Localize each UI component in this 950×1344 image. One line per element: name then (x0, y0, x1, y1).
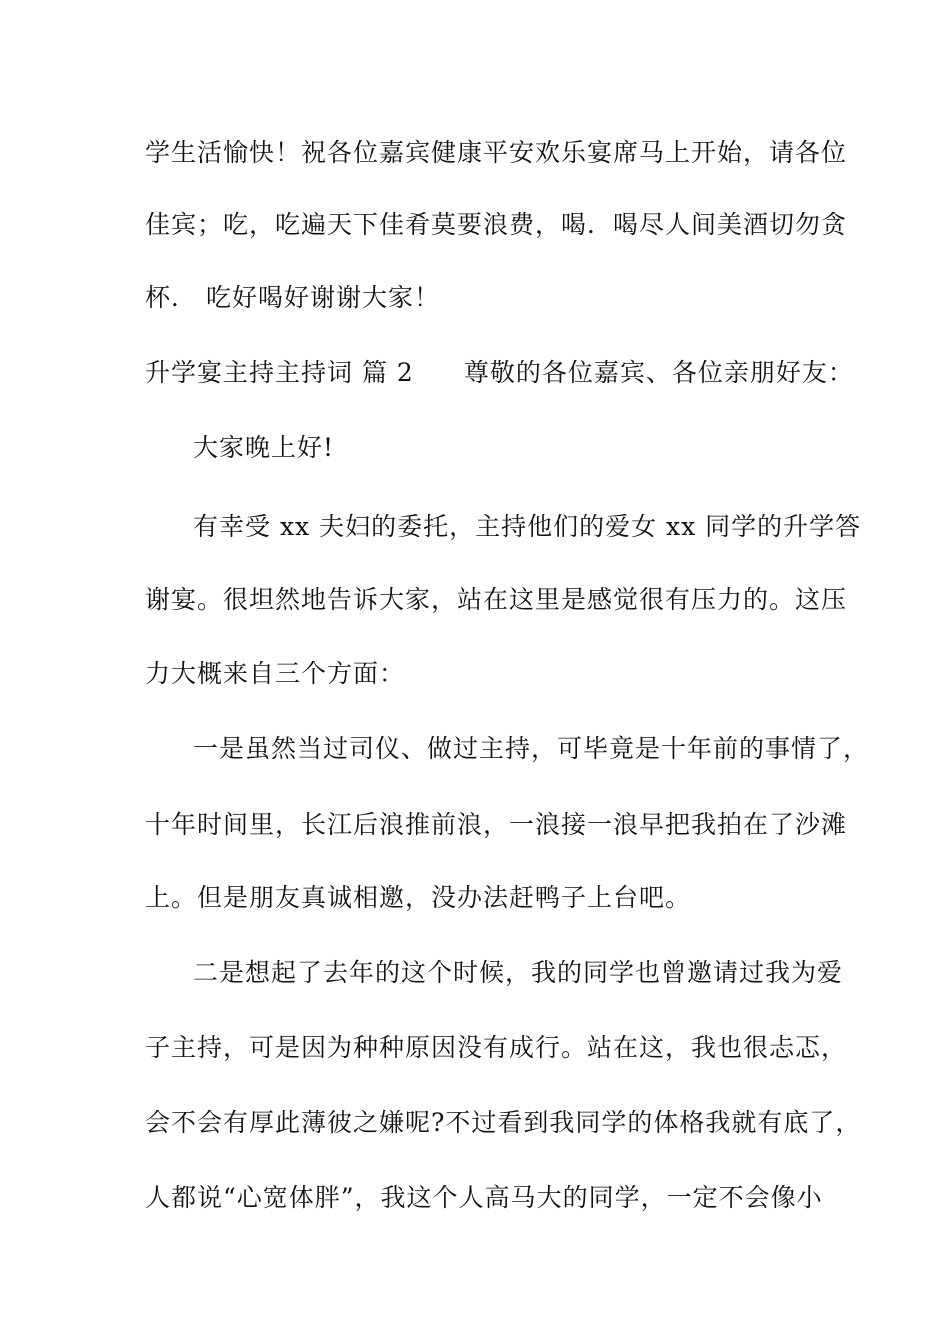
text-line: 会不会有厚此薄彼之嫌呢?不过看到我同学的体格我就有底了， (145, 1108, 862, 1137)
section-heading (145, 358, 854, 388)
text-line: 杯． 吃好喝好谢谢大家！ (145, 283, 440, 312)
text-line: 力大概来自三个方面： (145, 659, 406, 688)
text-line: 大家晚上好! (193, 433, 335, 462)
text-line: 二是想起了去年的这个时候，我的同学也曾邀请过我为爱 (193, 958, 844, 987)
text-line: 十年时间里，长江后浪推前浪，一浪接一浪早把我拍在了沙滩 (145, 810, 848, 839)
text-line: 一是虽然当过司仪、做过主持，可毕竟是十年前的事情了， (193, 734, 870, 763)
text-line: 人都说“心宽体胖”，我这个人高马大的同学，一定不会像小 (145, 1183, 823, 1212)
salutation: 尊敬的各位嘉宾、各位亲朋好友： (463, 358, 854, 387)
text-line: 谢宴。很坦然地告诉大家，站在这里是感觉很有压力的。这压 (145, 585, 848, 614)
text-line: 佳宾；吃，吃遍天下佳肴莫要浪费，喝．喝尽人间美酒切勿贪 (145, 210, 848, 239)
text-line: 子主持，可是因为种种原因没有成行。站在这，我也很忐忑， (145, 1033, 848, 1062)
text-line: 有幸受 xx 夫妇的委托，主持他们的爱女 xx 同学的升学答 (193, 512, 862, 541)
section-title: 升学宴主持主持词 篇 2 (145, 358, 414, 387)
text-line: 上。但是朋友真诚相邀，没办法赶鸭子上台吧。 (145, 883, 692, 912)
text-line: 学生活愉快！祝各位嘉宾健康平安欢乐宴席马上开始，请各位 (145, 138, 848, 167)
